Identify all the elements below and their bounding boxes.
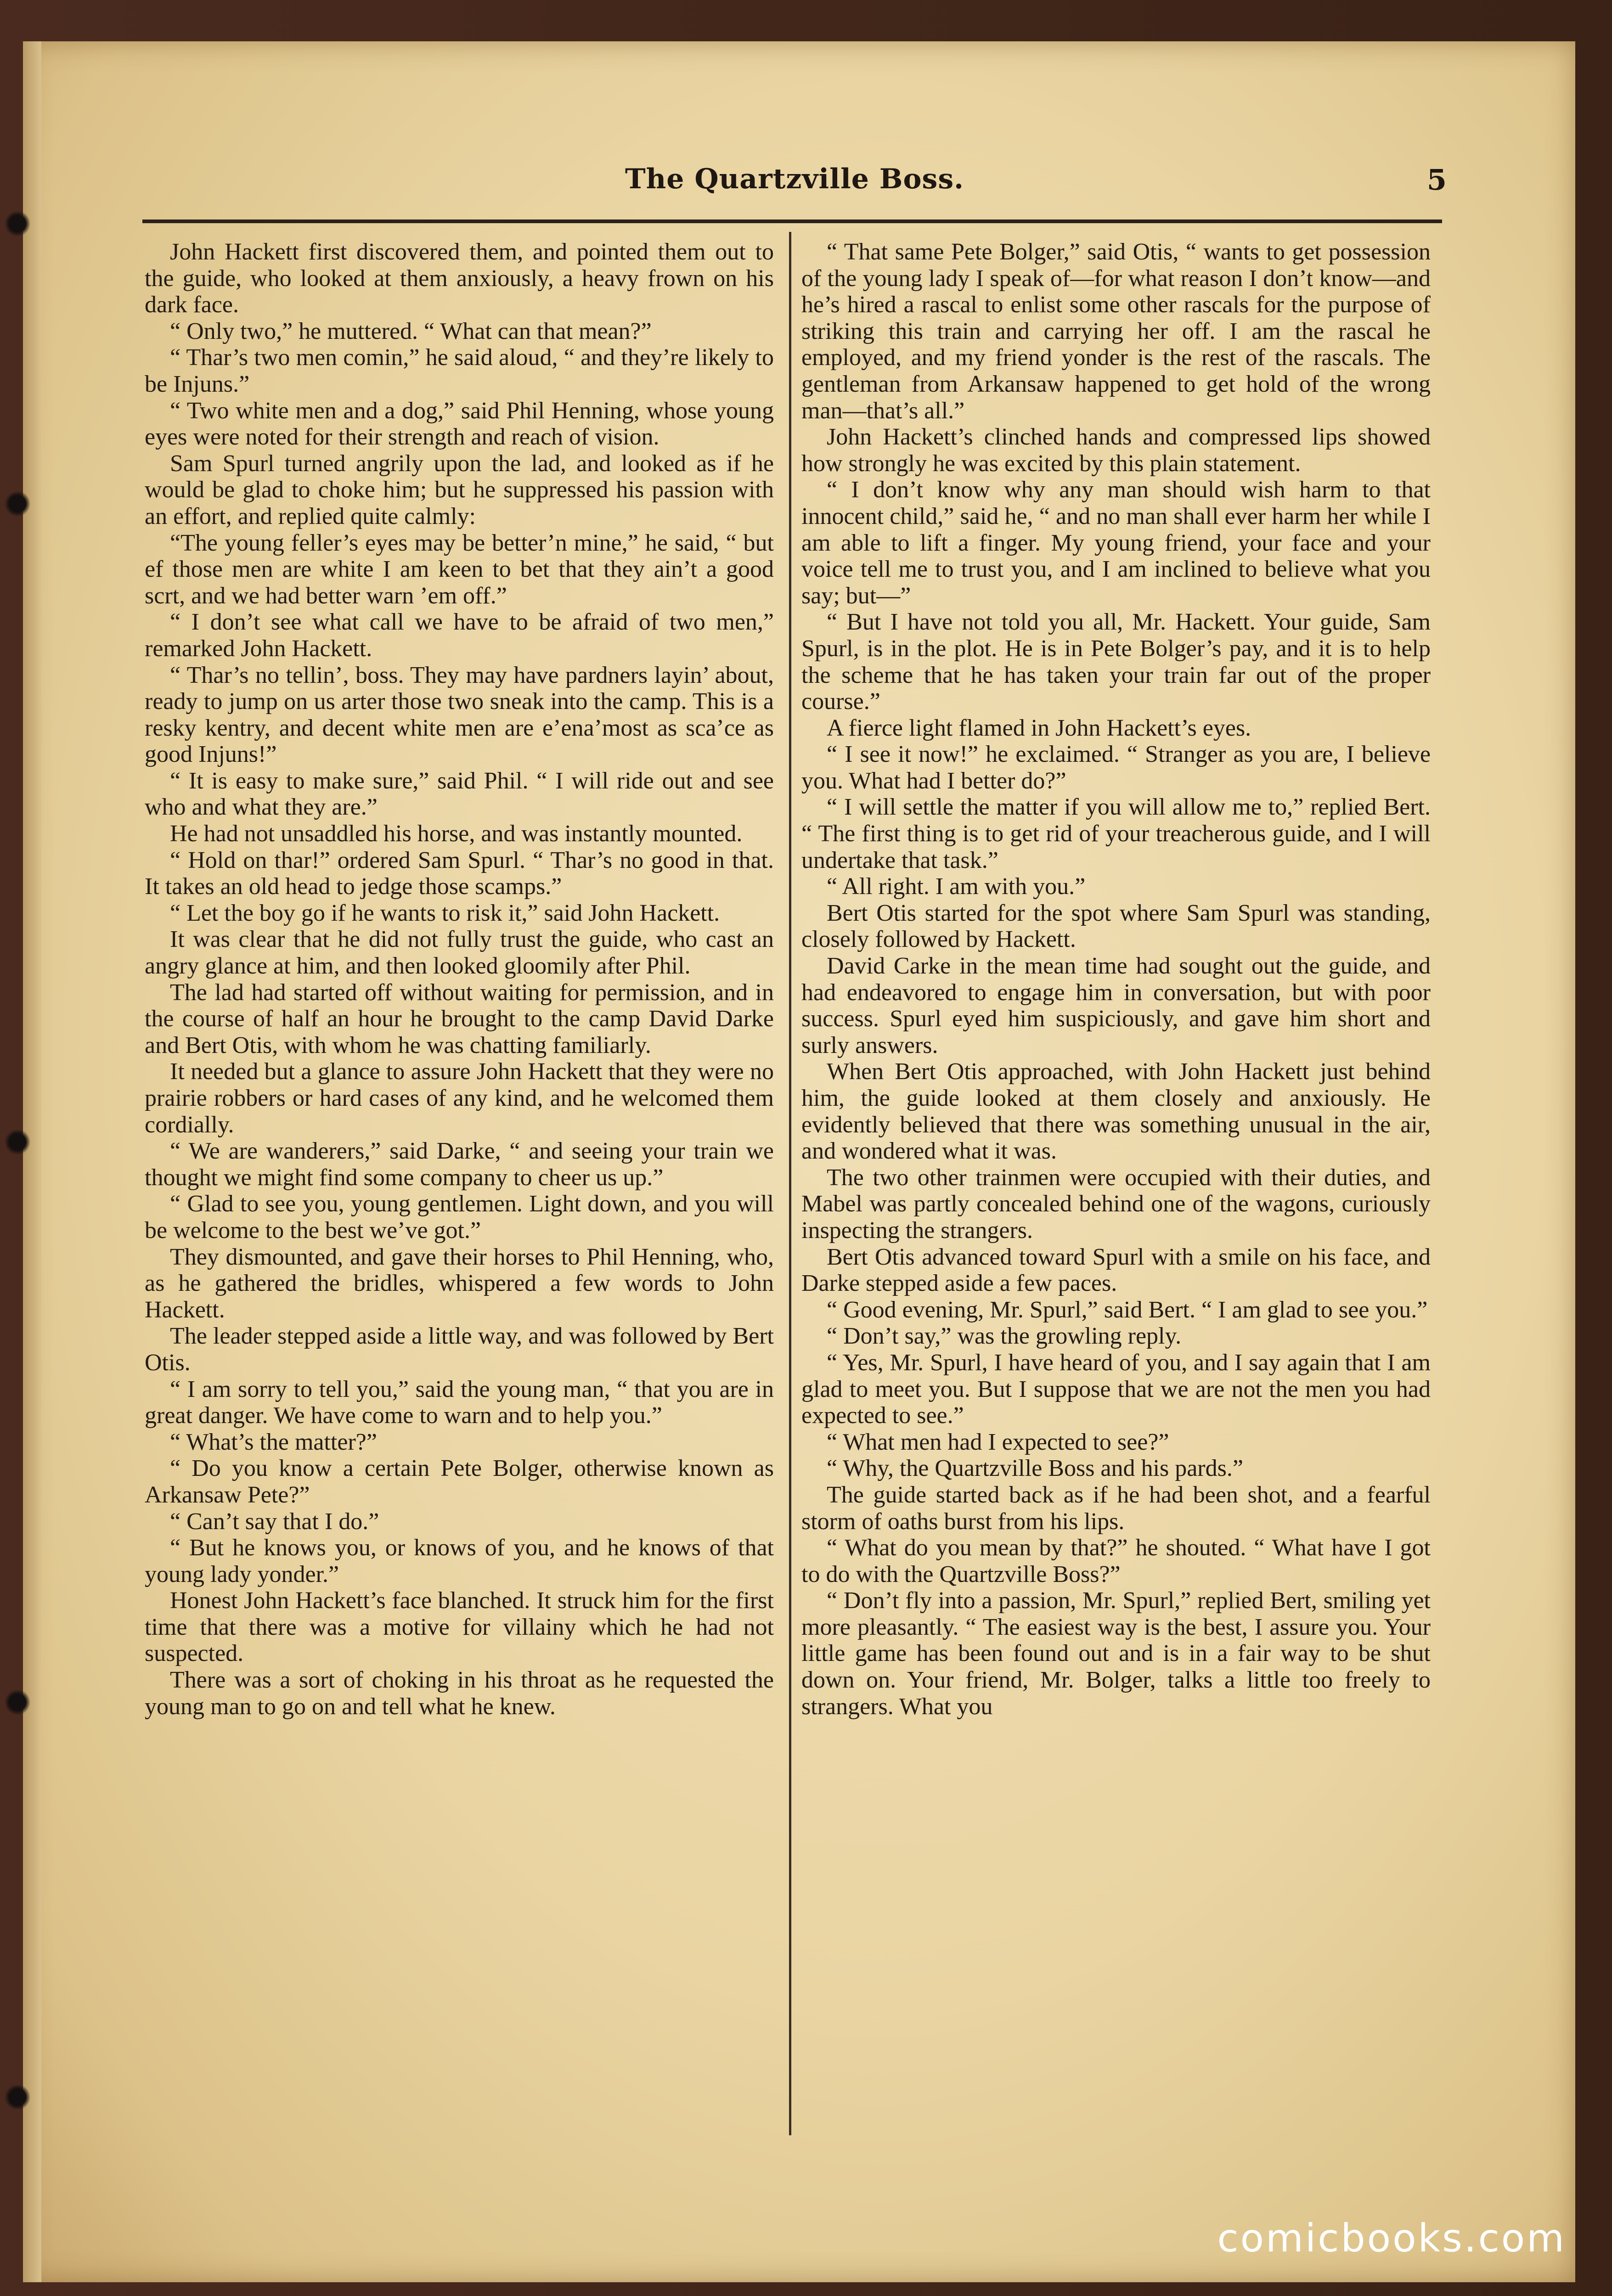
paragraph: “ Yes, Mr. Spurl, I have heard of you, and I say again that I am glad to meet you. But I suppose that we are not the men you had expected to see.” <box>801 1349 1431 1429</box>
paragraph: “ What do you mean by that?” he shouted. “ What have I got to do with the Quartzville Boss?” <box>801 1535 1431 1587</box>
paragraph: Honest John Hackett’s face blanched. It struck him for the first time that there was a motive for villainy which he had not suspected. <box>145 1587 774 1667</box>
paragraph: “ It is easy to make sure,” said Phil. “ I will ride out and see who and what they are.” <box>145 767 774 821</box>
paragraph: Bert Otis advanced toward Spurl with a smile on his face, and Darke stepped aside a few paces. <box>801 1244 1431 1297</box>
paragraph: “ Can’t say that I do.” <box>170 1508 379 1535</box>
paragraph: “ All right. I am with you.” <box>827 873 1086 900</box>
binding-stitch-icon <box>4 1130 31 1154</box>
paragraph: “ But he knows you, or knows of you, and he knows of that young lady yonder.” <box>145 1535 774 1587</box>
paragraph: “ Why, the Quartzville Boss and his pards.” <box>827 1455 1243 1482</box>
paragraph: “ Only two,” he muttered. “ What can that mean?” <box>170 318 652 344</box>
paragraph: They dismounted, and gave their horses to Phil Henning, who, as he gathered the bridles, whispered a few words to John Hackett. <box>145 1244 774 1323</box>
paragraph: “ Hold on thar!” ordered Sam Spurl. “ Thar’s no good in that. It takes an old head to jedge those scamps.” <box>145 847 774 900</box>
paragraph: “ I see it now!” he exclaimed. “ Stranger as you are, I believe you. What had I better do?” <box>801 741 1431 794</box>
running-header <box>138 163 1451 214</box>
paragraph: “ I don’t know why any man should wish harm to that innocent child,” said he, “ and no man shall ever harm her while I am able to lift a finger. My young friend, your face and your voice tell me to trust you, and I am inclined to believe what you say; but—” <box>801 477 1431 609</box>
paragraph: David Carke in the mean time had sought out the guide, and had endeavored to engage him in conversation, but with poor success. Spurl eyed him suspiciously, and gave him short and surly answers. <box>801 953 1431 1058</box>
paragraph: “ Don’t fly into a passion, Mr. Spurl,” replied Bert, smiling yet more pleasantly. “ The easiest way is the best, I assure you. Your little game has been found out and is in a fair way to be shut down on. Your friend, Mr. Bolger, talks a little too freely to strangers. What you <box>801 1587 1431 1720</box>
paragraph: “ That same Pete Bolger,” said Otis, “ wants to get possession of the young lady I speak of—for what reason I don’t know—and he’s hired a rascal to enlist some other rascals for the purpose of striking this train and carrying her off. I am the rascal he employed, and my friend yonder is the rest of the rascals. The gentleman from Arkansaw happened to get hold of the wrong man—that’s all.” <box>801 239 1431 424</box>
paragraph: Bert Otis started for the spot where Sam Spurl was standing, closely followed by Hackett. <box>801 900 1431 953</box>
page-binding-edge <box>23 41 41 2282</box>
binding-stitch-icon <box>4 491 31 516</box>
binding-stitch-icon <box>4 1690 31 1715</box>
binding-stitch-icon <box>4 211 31 236</box>
binding-stitch-icon <box>4 2085 31 2110</box>
paragraph: There was a sort of choking in his throat as he requested the young man to go on and tell what he knew. <box>145 1667 774 1720</box>
paragraph: It needed but a glance to assure John Hackett that they were no prairie robbers or hard cases of any kind, and he welcomed them cordially. <box>145 1058 774 1138</box>
paragraph: “ We are wanderers,” said Darke, “ and seeing your train we thought we might find some company to cheer us up.” <box>145 1138 774 1191</box>
page-number: 5 <box>1426 163 1447 197</box>
paragraph: “ Let the boy go if he wants to risk it,” said John Hackett. <box>170 900 720 926</box>
paragraph: When Bert Otis approached, with John Hackett just behind him, the guide looked at them closely and anxiously. He evidently believed that there was something unusual in the air, and wondered what it was. <box>801 1058 1431 1165</box>
left-text-column <box>145 239 774 1720</box>
site-watermark: comicbooks.com <box>1217 2216 1566 2261</box>
paragraph: The leader stepped aside a little way, and was followed by Bert Otis. <box>145 1323 774 1376</box>
paragraph: The two other trainmen were occupied with their duties, and Mabel was partly concealed behind one of the wagons, curiously inspecting the strangers. <box>801 1164 1431 1244</box>
right-text-column <box>801 239 1431 1720</box>
paragraph: “ Two white men and a dog,” said Phil Henning, whose young eyes were noted for their strength and reach of vision. <box>145 397 774 450</box>
paragraph: The lad had started off without waiting for permission, and in the course of half an hour he brought to the camp David Darke and Bert Otis, with whom he was chatting familiarly. <box>145 979 774 1058</box>
paragraph: “ I will settle the matter if you will allow me to,” replied Bert. “ The first thing is to get rid of your treacherous guide, and I will undertake that task.” <box>801 794 1431 873</box>
paragraph: He had not unsaddled his horse, and was instantly mounted. <box>170 821 743 847</box>
paragraph: The guide started back as if he had been shot, and a fearful storm of oaths burst from his lips. <box>801 1481 1431 1535</box>
paragraph: “ Thar’s no tellin’, boss. They may have pardners layin’ about, ready to jump on us arter those two sneak into the camp. This is a resky kentry, and decent white men are e’ena’most as sca’ce as good Injuns!” <box>145 662 774 768</box>
paragraph: John Hackett’s clinched hands and compressed lips showed how strongly he was excited by this plain statement. <box>801 424 1431 477</box>
paragraph: “ Don’t say,” was the growling reply. <box>827 1323 1182 1350</box>
paragraph: “ Do you know a certain Pete Bolger, otherwise known as Arkansaw Pete?” <box>145 1455 774 1508</box>
paragraph: “ Thar’s two men comin,” he said aloud, “ and they’re likely to be Injuns.” <box>145 344 774 397</box>
paragraph: “ Good evening, Mr. Spurl,” said Bert. “ I am glad to see you.” <box>827 1296 1428 1323</box>
header-rule <box>142 219 1442 223</box>
paragraph: John Hackett first discovered them, and pointed them out to the guide, who looked at them anxiously, a heavy frown on his dark face. <box>145 239 774 318</box>
paragraph: “ What men had I expected to see?” <box>827 1429 1169 1455</box>
column-divider <box>789 232 791 2135</box>
paragraph: “ But I have not told you all, Mr. Hackett. Your guide, Sam Spurl, is in the plot. He is in Pete Bolger’s pay, and it is to help the scheme that he has taken your train far out of the proper course.” <box>801 609 1431 715</box>
paragraph: Sam Spurl turned angrily upon the lad, and looked as if he would be glad to choke him; but he suppressed his passion with an effort, and replied quite calmly: <box>145 450 774 529</box>
paragraph: “ What’s the matter?” <box>170 1429 377 1455</box>
paragraph: “ I am sorry to tell you,” said the young man, “ that you are in great danger. We have come to warn and to help you.” <box>145 1376 774 1429</box>
paragraph: It was clear that he did not fully trust the guide, who cast an angry glance at him, and then looked gloomily after Phil. <box>145 926 774 979</box>
paragraph: “ I don’t see what call we have to be afraid of two men,” remarked John Hackett. <box>145 609 774 662</box>
paragraph: “ Glad to see you, young gentlemen. Light down, and you will be welcome to the best we’ve got.” <box>145 1191 774 1244</box>
paragraph: “The young feller’s eyes may be better’n mine,” he said, “ but ef those men are white I am keen to bet that they ain’t a good scrt, and we had better warn ’em off.” <box>145 529 774 609</box>
page-title: The Quartzville Boss. <box>625 163 964 195</box>
paragraph: A fierce light flamed in John Hackett’s eyes. <box>827 715 1251 741</box>
